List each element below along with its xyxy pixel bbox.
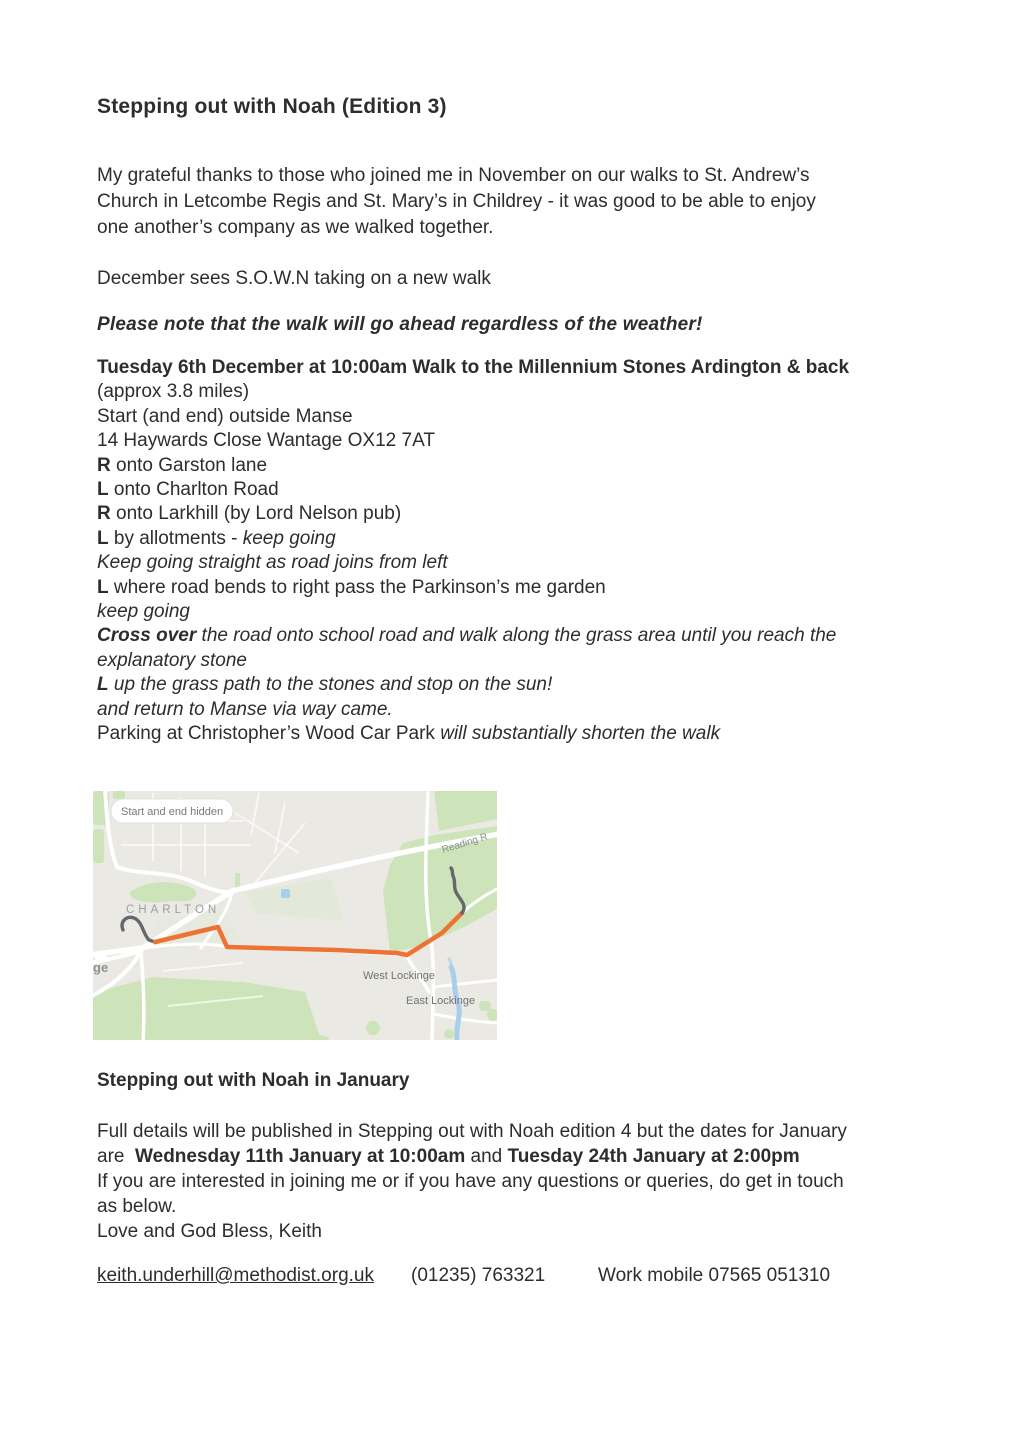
text-line: L where road bends to right pass the Parkinson’s me garden xyxy=(97,576,606,598)
december-line: December sees S.O.W.N taking on a new walk xyxy=(97,268,491,289)
route-map-image xyxy=(93,791,497,1040)
text-line: My grateful thanks to those who joined me in November on our walks to St. Andrew’s xyxy=(97,165,810,186)
text-line: one another’s company as we walked together. xyxy=(97,217,494,238)
email-link[interactable]: keith.underhill@methodist.org.uk xyxy=(97,1265,374,1286)
text-line: R onto Larkhill (by Lord Nelson pub) xyxy=(97,503,402,525)
map-edge-label: ge xyxy=(93,960,109,975)
text-line: Church in Letcombe Regis and St. Mary’s in Childrey - it was good to be able to enjoy xyxy=(97,191,816,212)
text-line: L up the grass path to the stones and stop on the sun! xyxy=(97,674,553,696)
work-mobile-number: Work mobile 07565 051310 xyxy=(598,1265,831,1286)
intro-paragraph xyxy=(97,163,816,241)
text-line: are Wednesday 11th January at 10:00am and Tuesday 24th January at 2:00pm xyxy=(97,1146,800,1167)
walk-details xyxy=(97,356,849,747)
text-line: 14 Haywards Close Wantage OX12 7AT xyxy=(97,430,435,452)
text-line: L by allotments - keep going xyxy=(97,527,336,549)
text-line: keep going xyxy=(97,601,190,623)
text-line: Full details will be published in Stepping out with Noah edition 4 but the dates for January xyxy=(97,1121,847,1142)
text-line: If you are interested in joining me or if you have any questions or queries, do get in touch xyxy=(97,1171,844,1192)
text-line: Parking at Christopher’s Wood Car Park will substantially shorten the walk xyxy=(97,723,721,745)
phone-number: (01235) 763321 xyxy=(411,1265,546,1286)
text-line: Keep going straight as road joins from left xyxy=(97,552,448,574)
map-town-label: CHARLTON xyxy=(126,904,221,916)
text-line: Cross over the road onto school road and walk along the grass area until you reach the xyxy=(97,625,837,647)
text-line: and return to Manse via way came. xyxy=(97,698,393,720)
weather-note: Please note that the walk will go ahead regardless of the weather! xyxy=(97,314,703,335)
text-line: as below. xyxy=(97,1196,177,1217)
text-line: Love and God Bless, Keith xyxy=(97,1221,322,1242)
text-line: Tuesday 6th December at 10:00am Walk to the Millennium Stones Ardington & back xyxy=(97,357,850,378)
page-title: Stepping out with Noah (Edition 3) xyxy=(97,95,447,118)
contact-line xyxy=(0,1265,1018,1291)
text-line: explanatory stone xyxy=(97,649,247,671)
text-line: (approx 3.8 miles) xyxy=(97,381,250,403)
map-east-lockinge-label: East Lockinge xyxy=(406,995,476,1007)
map-west-lockinge-label: West Lockinge xyxy=(363,970,435,982)
text-line: Start (and end) outside Manse xyxy=(97,405,353,427)
text-line: R onto Garston lane xyxy=(97,454,268,476)
map-road-label: Reading R xyxy=(440,831,490,856)
january-paragraph xyxy=(97,1119,847,1244)
text-line: L onto Charlton Road xyxy=(97,479,279,501)
map-note-label: Start and end hidden xyxy=(121,806,224,818)
january-heading: Stepping out with Noah in January xyxy=(97,1070,410,1091)
